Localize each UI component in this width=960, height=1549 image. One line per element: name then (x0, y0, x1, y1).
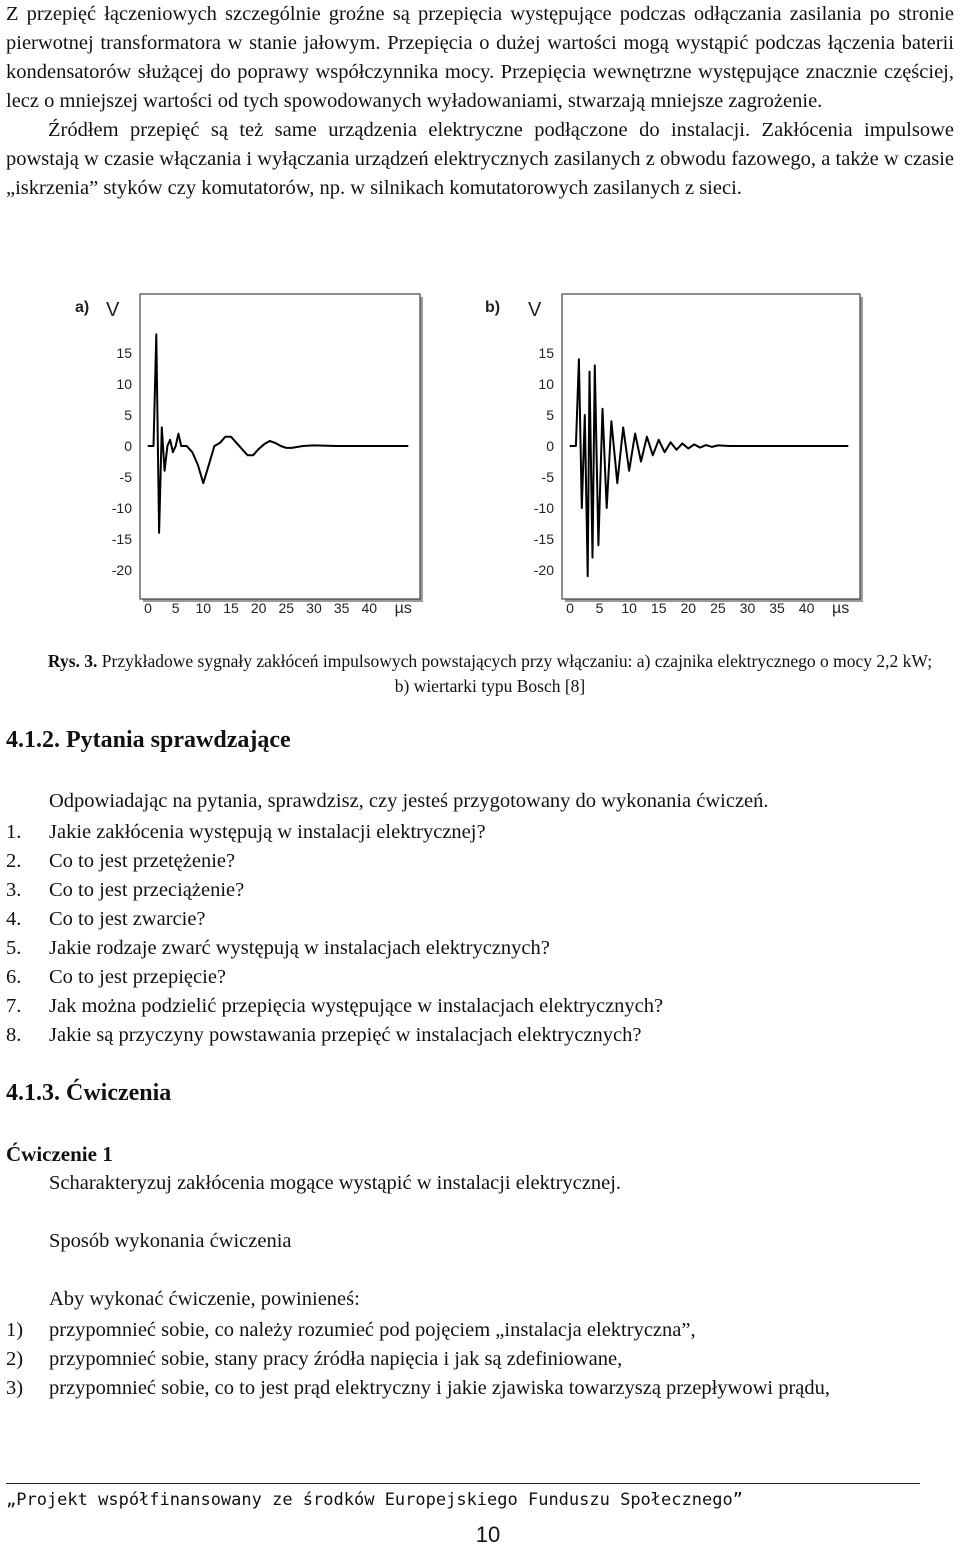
x-axis-unit: µs (831, 600, 850, 617)
steps-intro: Aby wykonać ćwiczenie, powinieneś: (49, 1288, 360, 1310)
question-item (6, 876, 946, 905)
y-tick-label: 0 (124, 438, 132, 454)
data-point (208, 464, 209, 465)
steps-list (6, 1316, 956, 1403)
data-point (336, 445, 337, 446)
data-point (602, 408, 603, 409)
y-axis-label: V (106, 299, 120, 321)
question-text: Jakie są przyczyny powstawania przepięć w instalacjach elektrycznych? (49, 1024, 642, 1046)
y-tick-label: -20 (533, 562, 554, 578)
x-tick-label: 35 (333, 600, 350, 616)
data-point (280, 445, 281, 446)
data-point (230, 436, 231, 437)
question-number: 6. (6, 966, 22, 988)
step-text: przypomnieć sobie, stany pracy źródła napięcia i jak są zdefiniowane, (49, 1348, 623, 1370)
question-item (6, 847, 946, 876)
data-point (241, 449, 242, 450)
data-point (253, 455, 254, 456)
data-point (711, 446, 712, 447)
question-text: Co to jest przeciążenie? (49, 879, 245, 901)
step-text: przypomnieć sobie, co należy rozumieć pod pojęciem „instalacja elektryczna”, (49, 1319, 696, 1341)
question-text: Co to jest zwarcie? (49, 908, 206, 930)
intro-text (6, 0, 954, 203)
data-point (594, 365, 595, 366)
data-point (178, 433, 179, 434)
data-point (264, 444, 265, 445)
step-number: 2) (6, 1348, 24, 1370)
data-point (275, 442, 276, 443)
data-point (700, 447, 701, 448)
data-point (617, 483, 618, 484)
question-item (6, 934, 946, 963)
data-point (258, 449, 259, 450)
data-point (592, 557, 593, 558)
chart-panel-1 (75, 294, 423, 617)
section-exercises-heading: 4.1.3. Ćwiczenia (6, 1080, 172, 1106)
data-point (313, 445, 314, 446)
x-tick-label: 15 (650, 600, 667, 616)
data-point (664, 452, 665, 453)
data-point (358, 445, 359, 446)
data-point (159, 532, 160, 533)
data-point (247, 455, 248, 456)
data-point (658, 439, 659, 440)
x-tick-label: 10 (621, 600, 637, 616)
data-point (569, 445, 570, 446)
question-text: Jakie rodzaje zwarć występują w instalacjach elektrycznych? (49, 937, 550, 959)
data-point (688, 448, 689, 449)
data-point (589, 371, 590, 372)
page-number: 10 (475, 1522, 501, 1547)
y-tick-label: 10 (116, 376, 132, 392)
y-tick-label: -15 (111, 531, 132, 547)
data-point (847, 445, 848, 446)
x-axis-unit: µs (394, 600, 412, 617)
question-text: Co to jest przepięcie? (49, 966, 227, 988)
data-point (192, 452, 193, 453)
data-point (670, 442, 671, 443)
data-point (197, 464, 198, 465)
data-point (606, 507, 607, 508)
data-point (203, 483, 204, 484)
data-point (156, 334, 157, 335)
data-point (183, 445, 184, 446)
data-point (765, 445, 766, 446)
questions-list (6, 818, 946, 1050)
data-point (236, 442, 237, 443)
data-point (175, 445, 176, 446)
y-tick-label: -5 (541, 469, 554, 485)
data-point (629, 470, 630, 471)
figure-caption-label: Rys. 3. (47, 651, 98, 671)
question-number: 8. (6, 1024, 22, 1046)
figure-impulse-signals (70, 288, 890, 628)
question-text: Jak można podzielić przepięcia występujące w instalacjach elektrycznych? (49, 995, 664, 1017)
x-tick-label: 0 (144, 600, 152, 616)
question-item (6, 992, 946, 1021)
x-tick-label: 15 (223, 600, 239, 616)
data-point (694, 444, 695, 445)
data-point (153, 445, 154, 446)
question-number: 7. (6, 995, 22, 1017)
footer-divider (6, 1483, 920, 1484)
question-text: Co to jest przetężenie? (49, 850, 236, 872)
question-number: 2. (6, 850, 22, 872)
data-point (225, 436, 226, 437)
step-text: przypomnieć sobie, co to jest prąd elektryczny i jakie zjawiska towarzyszą przepływowi prądu, (49, 1377, 830, 1399)
question-item (6, 905, 946, 934)
data-point (286, 447, 287, 448)
data-point (578, 359, 579, 360)
data-point (167, 445, 168, 446)
data-point (652, 455, 653, 456)
x-tick-label: 20 (250, 600, 267, 616)
data-point (219, 442, 220, 443)
x-tick-label: 25 (278, 600, 295, 616)
question-item (6, 963, 946, 992)
data-point (170, 439, 171, 440)
figure-caption (40, 649, 940, 699)
data-point (147, 445, 148, 446)
question-number: 5. (6, 937, 22, 959)
x-tick-label: 5 (171, 600, 180, 616)
method-title: Sposób wykonania ćwiczenia (49, 1230, 292, 1252)
y-tick-label: -20 (111, 562, 132, 578)
y-tick-label: 10 (538, 376, 554, 392)
data-point (611, 421, 612, 422)
data-point (269, 440, 270, 441)
step-number: 3) (6, 1377, 24, 1399)
data-point (705, 445, 706, 446)
x-tick-label: 30 (306, 600, 322, 616)
data-point (640, 461, 641, 462)
x-tick-label: 30 (739, 600, 756, 616)
data-point (186, 445, 187, 446)
data-point (676, 449, 677, 450)
y-tick-label: 5 (546, 407, 554, 423)
step-number: 1) (6, 1319, 24, 1341)
intro-paragraph-1: Z przepięć łączeniowych szczególnie groźne są przepięcia występujące podczas odłączania zasilania po stronie pierwotnej transformatora w stanie jałowym. Przepięcia o dużej wartości mogą wystąpić podczas łączenia baterii kondensatorów służącej do poprawy współczynnika mocy. Przepięcia wewnętrzne występujące znacznie częściej, lecz o mniejszej wartości od tych spowodowanych wyładowaniami, stwarzają mniejsze zagrożenie. (6, 3, 954, 112)
question-text: Jakie zakłócenia występują w instalacji elektrycznej? (49, 821, 486, 843)
data-point (587, 576, 588, 577)
panel-label: a) (75, 299, 90, 316)
footer-text: „Projekt współfinansowany ze środków Europejskiego Funduszu Społecznego” (6, 1490, 743, 1510)
exercise-title: Ćwiczenie 1 (6, 1142, 113, 1166)
x-tick-label: 5 (595, 600, 604, 616)
intro-paragraph-2: Źródłem przepięć są też same urządzenia elektryczne podłączone do instalacji. Zakłócenia impulsowe powstają w czasie włączania i wyłączania urządzeń elektrycznych zasilanych z obwodu fazowego, a także w czasie „iskrzenia” styków czy komutatorów, np. w silnikach komutatorowych zasilanych z sieci. (6, 119, 954, 199)
y-tick-label: -15 (533, 531, 554, 547)
data-point (717, 445, 718, 446)
y-axis-label: V (528, 299, 542, 321)
x-tick-label: 10 (195, 600, 212, 616)
step-item (6, 1345, 956, 1374)
data-point (172, 452, 173, 453)
data-point (164, 470, 165, 471)
questions-intro: Odpowiadając na pytania, sprawdzisz, czy jesteś przygotowany do wykonania ćwiczeń. (49, 790, 769, 812)
y-tick-label: 15 (116, 345, 132, 361)
figure-caption-text: Przykładowe sygnały zakłóceń impulsowych powstających przy włączaniu: a) czajnika elektrycznego o mocy 2,2 kW; b) wiertarki typu Bosch [8] (101, 651, 933, 696)
data-point (646, 436, 647, 437)
y-tick-label: 5 (124, 407, 132, 423)
x-tick-label: 0 (566, 600, 574, 616)
chart-panel-2 (485, 294, 863, 617)
data-point (729, 445, 730, 446)
x-tick-label: 20 (680, 600, 697, 616)
data-point (682, 443, 683, 444)
data-point (598, 545, 599, 546)
y-tick-label: -10 (533, 500, 554, 516)
data-point (407, 445, 408, 446)
question-item (6, 818, 946, 847)
question-item (6, 1021, 946, 1050)
y-tick-label: -10 (111, 500, 132, 516)
data-point (794, 445, 795, 446)
question-number: 4. (6, 908, 22, 930)
section-questions-heading: 4.1.2. Pytania sprawdzające (6, 727, 291, 753)
question-number: 1. (6, 821, 22, 843)
x-tick-label: 40 (798, 600, 815, 616)
y-tick-label: -5 (119, 469, 132, 485)
step-item (6, 1316, 956, 1345)
step-item (6, 1374, 956, 1403)
data-point (575, 445, 576, 446)
data-point (623, 427, 624, 428)
data-point (741, 445, 742, 446)
panel-label: b) (485, 299, 501, 316)
data-point (302, 445, 303, 446)
question-number: 3. (6, 879, 22, 901)
x-tick-label: 25 (710, 600, 726, 616)
y-tick-label: 15 (538, 345, 554, 361)
data-point (584, 414, 585, 415)
x-tick-label: 35 (769, 600, 785, 616)
exercise-task: Scharakteryzuj zakłócenia mogące wystąpić w instalacji elektrycznej. (49, 1172, 622, 1194)
data-point (214, 445, 215, 446)
data-point (181, 445, 182, 446)
y-tick-label: 0 (546, 438, 554, 454)
x-tick-label: 40 (361, 600, 378, 616)
data-point (581, 507, 582, 508)
data-point (161, 427, 162, 428)
data-point (291, 447, 292, 448)
data-point (635, 433, 636, 434)
